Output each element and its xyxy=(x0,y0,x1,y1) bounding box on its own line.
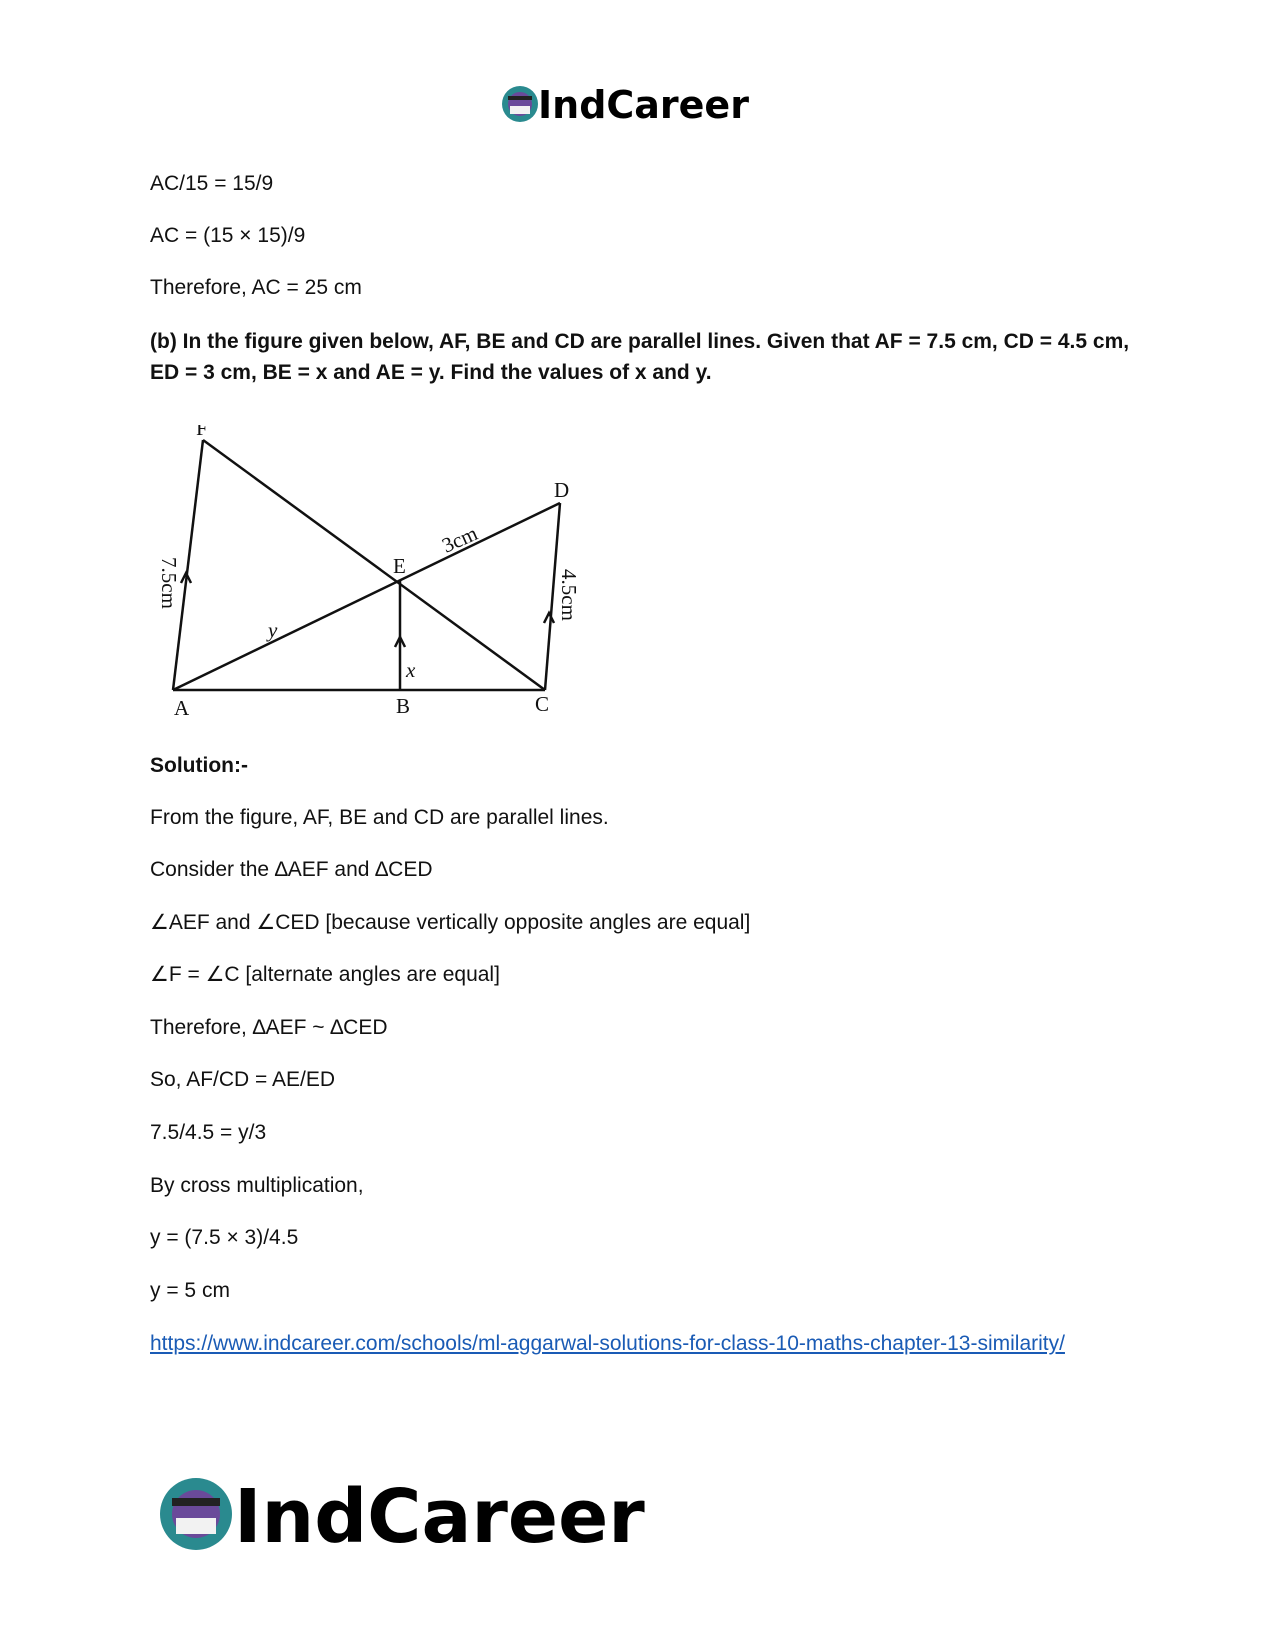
length-label-ed: 3cm xyxy=(438,520,482,558)
length-label-cd: 4.5cm xyxy=(557,569,581,621)
length-label-y: y xyxy=(268,618,278,642)
length-label-af: 7.5cm xyxy=(157,557,181,609)
solution-step: ∠AEF and ∠CED [because vertically opposite angles are equal] xyxy=(150,911,751,934)
question-text: (b) In the figure given below, AF, BE and CD are parallel lines. Given that AF = 7.5 cm, CD = 4.5 cm, ED = 3 cm, BE = x and AE = y. Find the values of x and y. xyxy=(150,330,1130,384)
solution-step: So, AF/CD = AE/ED xyxy=(150,1068,335,1091)
solution-step: 7.5/4.5 = y/3 xyxy=(150,1121,267,1144)
solution-step: Therefore, ∆AEF ~ ∆CED xyxy=(150,1016,388,1039)
geometry-figure xyxy=(150,425,620,755)
equation-line: AC = (15 × 15)/9 xyxy=(150,224,306,247)
length-label-x: x xyxy=(406,658,416,682)
indcareer-logo-bottom xyxy=(158,1466,718,1562)
parallel-arrow-cd xyxy=(544,613,554,623)
result-line: Therefore, AC = 25 cm xyxy=(150,276,362,299)
solution-step: By cross multiplication, xyxy=(150,1174,364,1197)
indcareer-logo-top xyxy=(500,78,780,130)
solution-step: From the figure, AF, BE and CD are parallel lines. xyxy=(150,806,609,829)
segment-ad xyxy=(173,503,560,690)
equation-line: AC/15 = 15/9 xyxy=(150,172,274,195)
logo-text-top: IndCareer xyxy=(538,83,749,127)
logo-text-bottom: IndCareer xyxy=(234,1474,645,1560)
solution-step: Consider the ∆AEF and ∆CED xyxy=(150,858,433,881)
logo-emblem-icon xyxy=(158,1466,718,1562)
segment-fc xyxy=(203,440,545,690)
solution-step: y = (7.5 × 3)/4.5 xyxy=(150,1226,299,1249)
point-label-d: D xyxy=(554,478,570,502)
solution-result: y = 5 cm xyxy=(150,1279,230,1302)
point-label-a: A xyxy=(174,696,190,720)
source-link[interactable]: https://www.indcareer.com/schools/ml-aggarwal-solutions-for-class-10-maths-chapter-13-similarity/ xyxy=(150,1332,1065,1355)
point-label-e: E xyxy=(393,554,406,578)
logo-emblem-icon xyxy=(500,78,780,130)
point-label-b: B xyxy=(396,694,411,718)
point-label-c: C xyxy=(535,692,550,716)
solution-heading: Solution:- xyxy=(150,754,248,777)
point-label-f: F xyxy=(196,425,208,440)
solution-step: ∠F = ∠C [alternate angles are equal] xyxy=(150,963,500,986)
